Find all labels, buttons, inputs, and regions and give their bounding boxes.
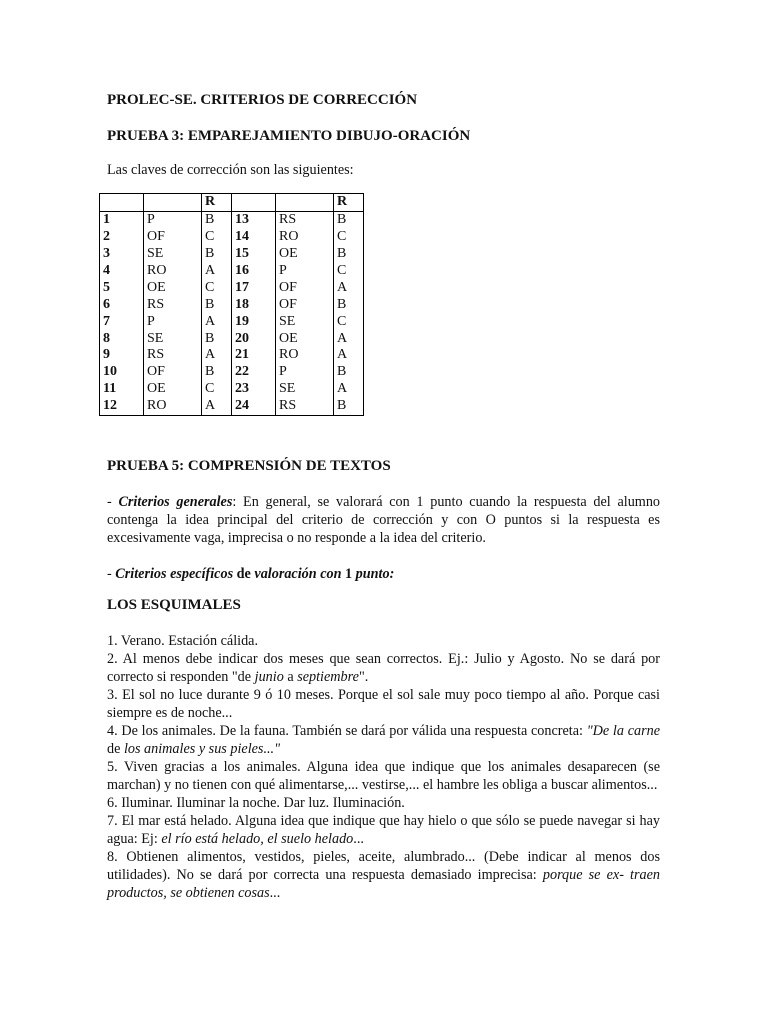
item-answer: C [202,279,232,296]
table-header-cell [232,194,276,212]
item-answer: A [202,347,232,364]
item-code: OE [276,330,334,347]
item-answer: C [334,229,364,246]
table-header-cell [100,194,144,212]
item-code: P [276,364,334,381]
item-answer: B [334,246,364,263]
table-row [100,246,364,263]
list-item: 1. Verano. Estación cálida. [107,633,259,649]
test5-heading: PRUEBA 5: COMPRENSIÓN DE TEXTOS [107,458,391,474]
specific-criteria-one: 1 [341,566,356,582]
item-number: 10 [100,364,144,381]
answer-key-table [99,193,364,416]
item-code: OF [144,364,202,381]
item-code: OE [276,246,334,263]
item-code: OE [144,381,202,398]
item-italic: los animales y sus pieles..." [123,741,281,757]
item-number: 2 [100,229,144,246]
answer-items [107,632,660,902]
table-header-cell [144,194,202,212]
item-code: RO [144,263,202,280]
item-answer: B [202,364,232,381]
table-row [100,398,364,415]
item-text: de [107,741,124,757]
item-italic: el río está helado, el suelo helado [161,831,354,847]
list-item [107,848,660,902]
item-italic: septiembre [297,669,359,685]
table-row [100,211,364,228]
item-code: P [144,211,202,228]
item-text: 2. Al menos debe indicar dos meses que sean correctos. Ej.: Julio y Agosto. No se dará por correcto si responden "de [107,651,660,685]
table-header-r: R [202,194,232,212]
item-number: 14 [232,229,276,246]
specific-criteria-de: de [233,566,255,582]
table-header-row [100,194,364,212]
list-item [107,650,660,686]
item-answer: A [334,330,364,347]
item-text: a [283,669,298,685]
item-answer: A [334,279,364,296]
item-code: SE [276,381,334,398]
list-item: 6. Iluminar. Iluminar la noche. Dar luz. Iluminación. [107,795,405,811]
general-criteria-text: : En general, se valorará con 1 punto cuando la respuesta del alumno contenga la idea principal del criterio de corrección y con O puntos si la respuesta es excesivamente vaga, imprecisa o no responde a la idea del criterio. [107,494,661,546]
item-number: 7 [100,313,144,330]
item-answer: B [202,330,232,347]
item-text: ". [358,669,369,685]
item-number: 3 [100,246,144,263]
item-code: RO [276,229,334,246]
item-code: OF [276,279,334,296]
item-answer: C [334,313,364,330]
table-row [100,364,364,381]
table-row [100,263,364,280]
item-number: 5 [100,279,144,296]
general-criteria-paragraph [107,493,660,547]
list-item: 5. Viven gracias a los animales. Alguna idea que indique que los animales desaparecen (se marchan) y no tienen con qué alimentarse,... vestirse,... el hambre les obliga a buscar alimentos... [107,759,660,793]
item-answer: C [202,381,232,398]
specific-criteria-label3: punto: [355,566,395,582]
item-number: 12 [100,398,144,415]
specific-criteria-label2: valoración con [254,566,342,582]
item-text: 4. De los animales. De la fauna. También se dará por válida una respuesta concreta: [107,723,587,739]
test3-heading: PRUEBA 3: EMPAREJAMIENTO DIBUJO-ORACIÓN [107,128,471,144]
section-heading: LOS ESQUIMALES [107,597,241,613]
item-code: RS [276,211,334,228]
item-text: 8. Obtienen alimentos, vestidos, pieles, aceite, alumbrado... (Debe indicar al menos dos utilidades). No se dará por correcta una respuesta demasiado imprecisa: [107,849,660,883]
item-number: 18 [232,296,276,313]
item-code: P [144,313,202,330]
item-answer: B [334,296,364,313]
table-row [100,330,364,347]
item-number: 16 [232,263,276,280]
item-number: 11 [100,381,144,398]
item-answer: A [202,313,232,330]
dash: - [107,566,116,582]
dash: - [107,494,119,510]
item-code: SE [276,313,334,330]
table-row [100,347,364,364]
item-answer: B [334,364,364,381]
item-answer: B [334,211,364,228]
specific-criteria-label: Criterios específicos [115,566,234,582]
item-number: 17 [232,279,276,296]
item-number: 24 [232,398,276,415]
item-text: 7. El mar está helado. Alguna idea que indique que hay hielo o que sólo se puede navegar si hay agua: Ej: [107,813,660,847]
item-answer: B [202,211,232,228]
item-code: OE [144,279,202,296]
item-text: ... [269,885,281,901]
table-row [100,229,364,246]
item-code: RS [144,296,202,313]
item-answer: A [334,347,364,364]
item-code: P [276,263,334,280]
item-answer: B [202,246,232,263]
item-code: OF [144,229,202,246]
intro-text: Las claves de corrección son las siguientes: [107,162,354,178]
specific-criteria-line [107,565,660,583]
item-answer: A [202,398,232,415]
item-number: 15 [232,246,276,263]
item-answer: A [334,381,364,398]
list-item [107,812,660,848]
list-item: 3. El sol no luce durante 9 ó 10 meses. Porque el sol sale muy poco tiempo al año. Porque casi siempre es de noche... [107,687,660,721]
item-number: 1 [100,211,144,228]
item-italic: porque se ex- traen productos, se obtienen cosas [107,867,660,901]
item-number: 20 [232,330,276,347]
item-number: 4 [100,263,144,280]
table-header-r: R [334,194,364,212]
item-code: RO [276,347,334,364]
list-item [107,722,660,758]
item-number: 22 [232,364,276,381]
item-italic: "De la carne [586,723,660,739]
item-answer: A [202,263,232,280]
item-number: 19 [232,313,276,330]
item-answer: B [334,398,364,415]
item-number: 23 [232,381,276,398]
item-code: SE [144,246,202,263]
item-number: 6 [100,296,144,313]
item-code: OF [276,296,334,313]
item-code: RS [144,347,202,364]
document-title: PROLEC-SE. CRITERIOS DE CORRECCIÓN [107,92,418,108]
item-number: 21 [232,347,276,364]
item-code: RS [276,398,334,415]
item-number: 13 [232,211,276,228]
table-header-cell [276,194,334,212]
item-number: 9 [100,347,144,364]
item-number: 8 [100,330,144,347]
item-text: ... [353,831,364,847]
item-code: SE [144,330,202,347]
item-code: RO [144,398,202,415]
general-criteria-label: Criterios generales [118,494,233,510]
item-italic: junio [254,669,284,685]
item-answer: C [334,263,364,280]
item-answer: C [202,229,232,246]
table-row [100,381,364,398]
table-row [100,279,364,296]
item-answer: B [202,296,232,313]
table-row [100,313,364,330]
table-row [100,296,364,313]
